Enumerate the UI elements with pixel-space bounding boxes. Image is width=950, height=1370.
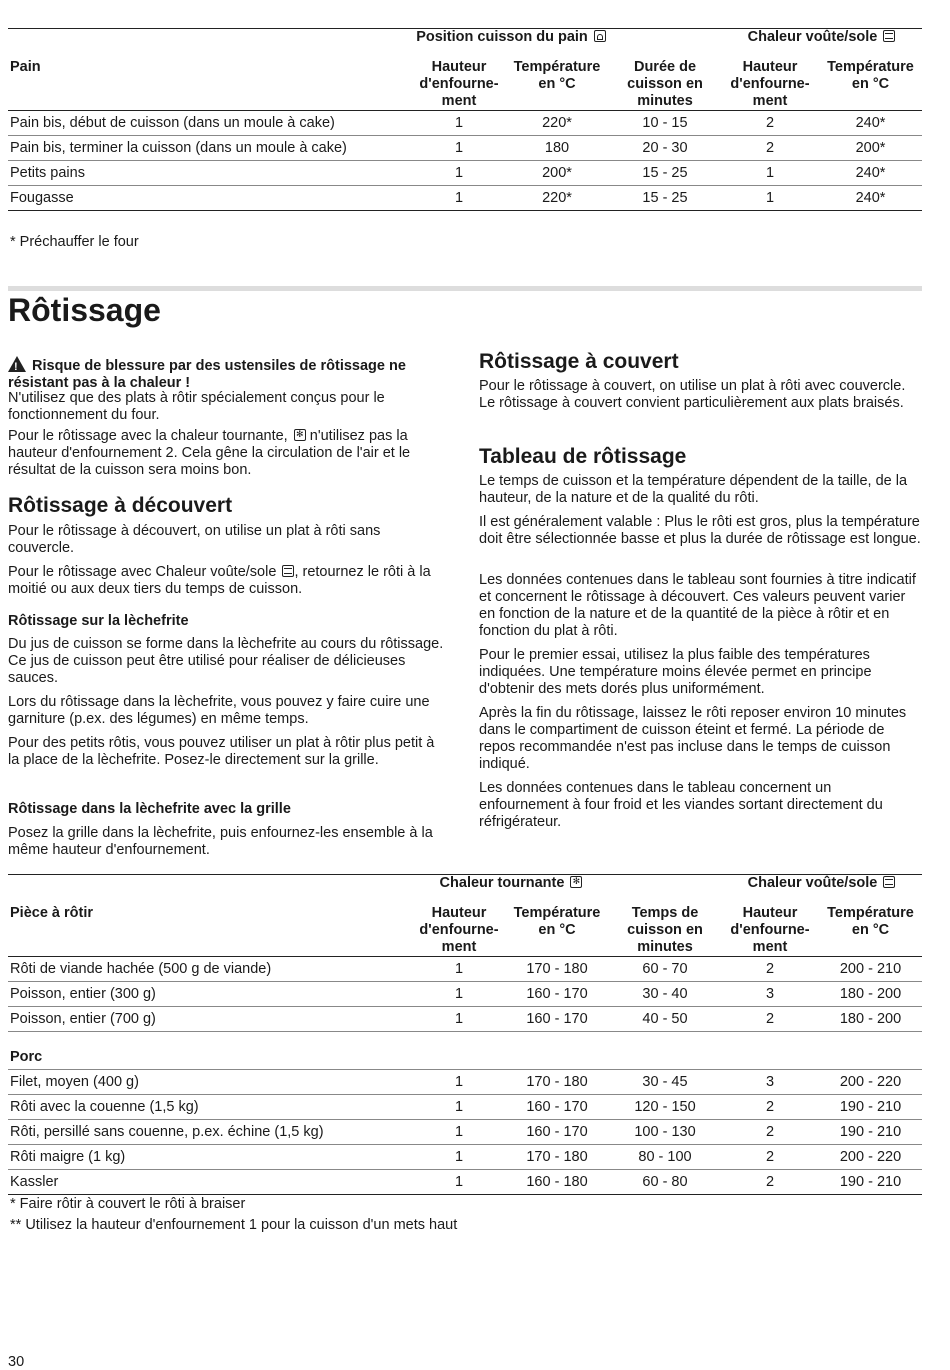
- section-title: Rôtissage: [8, 292, 161, 328]
- table-row: [8, 1170, 922, 1195]
- col-temperature: Température en °C: [505, 905, 609, 957]
- cell-dish: Rôti avec la couenne (1,5 kg): [8, 1095, 413, 1120]
- warning-icon: [8, 356, 26, 372]
- cell-value: 180 - 200: [819, 982, 922, 1007]
- section-divider: [8, 286, 922, 291]
- cell-value: 170 - 180: [505, 1145, 609, 1170]
- cell-value: 2: [721, 111, 819, 136]
- cell-value: 30 - 45: [609, 1070, 721, 1095]
- tableau-title: Tableau de rôtissage: [479, 445, 687, 468]
- col-duree: Durée de cuisson en minutes: [609, 59, 721, 111]
- cell-value: 20 - 30: [609, 136, 721, 161]
- cell-value: 160 - 170: [505, 1095, 609, 1120]
- roast-footnote-1: * Faire rôtir à couvert le rôti à braiser: [10, 1196, 246, 1212]
- voute-sole-icon: [883, 876, 895, 888]
- table-row: [8, 1070, 922, 1095]
- warning-paragraph: Pour le rôtissage avec la chaleur tournante, ✻ n'utilisez pas la hauteur d'enfournement 2. Cela gêne la circulation de l'air et le résultat de la cuisson sera moins bon.: [8, 428, 448, 479]
- tableau-p3: Les données contenues dans le tableau sont fournies à titre indicatif et concernent le rôtissage à découvert. Ces valeurs peuvent varier en fonction de la nature et de la quantité de la pièce à rôtir et en fonction du plat à rôti.: [479, 572, 916, 639]
- cell-value: 160 - 170: [505, 1007, 609, 1032]
- bread-table: [8, 28, 922, 211]
- table-row: [8, 957, 922, 982]
- cell-value: 1: [413, 161, 505, 186]
- grille-p1: Posez la grille dans la lèchefrite, puis enfournez-les ensemble à la même hauteur d'enfournement.: [8, 825, 433, 858]
- cell-value: 2: [721, 1145, 819, 1170]
- cell-value: 2: [721, 1120, 819, 1145]
- grille-subtitle: Rôtissage dans la lèchefrite avec la grille: [8, 801, 291, 817]
- cell-value: 15 - 25: [609, 161, 721, 186]
- table-row: [8, 982, 922, 1007]
- cell-value: 1: [413, 111, 505, 136]
- col-temperature: Température en °C: [505, 59, 609, 111]
- cell-value: 100 - 130: [609, 1120, 721, 1145]
- cell-dish: Filet, moyen (400 g): [8, 1070, 413, 1095]
- table-row: [8, 111, 922, 136]
- table-row: [8, 1120, 922, 1145]
- tableau-p1: Le temps de cuisson et la température dépendent de la taille, de la hauteur, de la nature et de la qualité du rôti.: [479, 473, 908, 506]
- cell-value: 200*: [505, 161, 609, 186]
- cell-value: 170 - 180: [505, 1070, 609, 1095]
- lechefrite-p3: Pour des petits rôtis, vous pouvez utiliser un plat à rôtir plus petit à la place de la lèchefrite. Posez-le directement sur la grille.: [8, 735, 435, 768]
- cell-value: 200 - 220: [819, 1145, 922, 1170]
- cell-value: 80 - 100: [609, 1145, 721, 1170]
- roast-table: [8, 874, 922, 1195]
- couvert-title: Rôtissage à couvert: [479, 350, 679, 373]
- cell-value: 200*: [819, 136, 922, 161]
- cell-dish: Rôti, persillé sans couenne, p.ex. échine (1,5 kg): [8, 1120, 413, 1145]
- pain-icon: [594, 30, 606, 42]
- table-row: [8, 1095, 922, 1120]
- col-hauteur: Hauteur d'enfourne-ment: [721, 59, 819, 111]
- cell-value: 2: [721, 957, 819, 982]
- cell-value: 2: [721, 136, 819, 161]
- cell-value: 120 - 150: [609, 1095, 721, 1120]
- cell-value: 180 - 200: [819, 1007, 922, 1032]
- cell-value: 60 - 80: [609, 1170, 721, 1195]
- lechefrite-p1: Du jus de cuisson se forme dans la lèchefrite au cours du rôtissage. Ce jus de cuisson peut être utilisé pour réaliser de délicieuses sauces.: [8, 636, 444, 686]
- cell-value: 190 - 210: [819, 1095, 922, 1120]
- cell-value: 240*: [819, 186, 922, 211]
- cell-value: 200 - 210: [819, 957, 922, 982]
- roast-group2-header: Chaleur voûte/sole: [721, 875, 922, 906]
- warning-text: N'utilisez que des plats à rôtir spécialement conçus pour le fonctionnement du four.: [8, 390, 385, 423]
- cell-value: 10 - 15: [609, 111, 721, 136]
- roast-footnote-2: ** Utilisez la hauteur d'enfournement 1 pour la cuisson d'un mets haut: [10, 1217, 458, 1233]
- voute-sole-icon: [282, 565, 294, 577]
- cell-dish: Rôti de viande hachée (500 g de viande): [8, 957, 413, 982]
- voute-sole-icon: [883, 30, 895, 42]
- table-row: [8, 186, 922, 211]
- tableau-p4: Pour le premier essai, utilisez la plus faible des températures indiquées. Une température moins élevée permet en principe d'obtenir des mets dorés plus uniformément.: [479, 647, 872, 697]
- bread-footnote: * Préchauffer le four: [10, 234, 139, 250]
- cell-value: 1: [413, 1145, 505, 1170]
- cell-value: 1: [413, 982, 505, 1007]
- decouvert-p2: Pour le rôtissage avec Chaleur voûte/sole , retournez le rôti à la moitié ou aux deux tiers du temps de cuisson.: [8, 564, 431, 597]
- cell-value: 3: [721, 1070, 819, 1095]
- cell-value: 2: [721, 1007, 819, 1032]
- cell-value: 200 - 220: [819, 1070, 922, 1095]
- decouvert-p1: Pour le rôtissage à découvert, on utilise un plat à rôti sans couvercle.: [8, 523, 381, 556]
- cell-dish: Poisson, entier (700 g): [8, 1007, 413, 1032]
- tableau-p6: Les données contenues dans le tableau concernent un enfournement à four froid et les viandes sortant directement du réfrigérateur.: [479, 780, 883, 830]
- col-hauteur: Hauteur d'enfourne-ment: [413, 59, 505, 111]
- tableau-p5: Après la fin du rôtissage, laissez le rôti reposer environ 10 minutes dans le compartiment de cuisson éteint et fermé. La période de repos recommandée n'est pas incluse dans le temps de cuisson indiqué.: [479, 705, 907, 772]
- col-temperature: Température en °C: [819, 905, 922, 957]
- cell-value: 30 - 40: [609, 982, 721, 1007]
- bread-group1-header: Position cuisson du pain: [413, 29, 609, 60]
- col-temperature: Température en °C: [819, 59, 922, 111]
- col-temps: Temps de cuisson en minutes: [609, 905, 721, 957]
- cell-value: 1: [721, 186, 819, 211]
- table-row: [8, 136, 922, 161]
- cell-value: 170 - 180: [505, 957, 609, 982]
- cell-value: 1: [413, 1070, 505, 1095]
- roast-group1-header: Chaleur tournante ✻: [413, 875, 609, 906]
- tableau-p2: Il est généralement valable : Plus le rôti est gros, plus la température doit être sélectionnée basse et plus la durée de rôtissage est longue.: [479, 514, 921, 547]
- cell-value: 1: [413, 186, 505, 211]
- cell-value: 160 - 170: [505, 982, 609, 1007]
- warning-title: !Risque de blessure par des ustensiles de rôtissage ne résistant pas à la chaleur !: [8, 356, 448, 392]
- col-dish: Pain: [8, 59, 413, 111]
- cell-value: 180: [505, 136, 609, 161]
- cell-value: 1: [413, 1170, 505, 1195]
- cell-value: 2: [721, 1095, 819, 1120]
- cell-dish: Pain bis, début de cuisson (dans un moule à cake): [8, 111, 413, 136]
- cell-value: 60 - 70: [609, 957, 721, 982]
- cell-value: 2: [721, 1170, 819, 1195]
- table-row: [8, 1007, 922, 1032]
- cell-value: 220*: [505, 186, 609, 211]
- cell-value: 40 - 50: [609, 1007, 721, 1032]
- cell-value: 1: [413, 957, 505, 982]
- cell-value: 240*: [819, 161, 922, 186]
- cell-dish: Poisson, entier (300 g): [8, 982, 413, 1007]
- cell-value: 15 - 25: [609, 186, 721, 211]
- cell-value: 1: [413, 136, 505, 161]
- cell-value: 3: [721, 982, 819, 1007]
- col-dish: Pièce à rôtir: [8, 905, 413, 957]
- cell-dish: Petits pains: [8, 161, 413, 186]
- lechefrite-p2: Lors du rôtissage dans la lèchefrite, vous pouvez y faire cuire une garniture (p.ex. des légumes) en même temps.: [8, 694, 430, 727]
- cell-dish: Pain bis, terminer la cuisson (dans un moule à cake): [8, 136, 413, 161]
- decouvert-title: Rôtissage à découvert: [8, 494, 233, 517]
- cell-dish: Rôti maigre (1 kg): [8, 1145, 413, 1170]
- cell-value: 1: [413, 1007, 505, 1032]
- lechefrite-subtitle: Rôtissage sur la lèchefrite: [8, 613, 189, 629]
- cell-value: 1: [721, 161, 819, 186]
- cell-dish: Kassler: [8, 1170, 413, 1195]
- section-porc: Porc: [8, 1032, 922, 1070]
- chaleur-tournante-icon: [294, 429, 306, 441]
- col-hauteur: Hauteur d'enfourne-ment: [721, 905, 819, 957]
- couvert-p1: Pour le rôtissage à couvert, on utilise un plat à rôti avec couvercle. Le rôtissage à couvert convient particulièrement aux plats braisés.: [479, 378, 906, 411]
- col-hauteur: Hauteur d'enfourne-ment: [413, 905, 505, 957]
- cell-value: 220*: [505, 111, 609, 136]
- table-row: [8, 1145, 922, 1170]
- cell-value: 190 - 210: [819, 1170, 922, 1195]
- cell-value: 190 - 210: [819, 1120, 922, 1145]
- cell-dish: Fougasse: [8, 186, 413, 211]
- cell-value: 1: [413, 1095, 505, 1120]
- chaleur-tournante-icon: [570, 876, 582, 888]
- cell-value: 160 - 170: [505, 1120, 609, 1145]
- cell-value: 160 - 180: [505, 1170, 609, 1195]
- bread-group2-header: Chaleur voûte/sole: [721, 29, 922, 60]
- table-row: [8, 161, 922, 186]
- cell-value: 240*: [819, 111, 922, 136]
- cell-value: 1: [413, 1120, 505, 1145]
- page-number: 30: [8, 1354, 25, 1370]
